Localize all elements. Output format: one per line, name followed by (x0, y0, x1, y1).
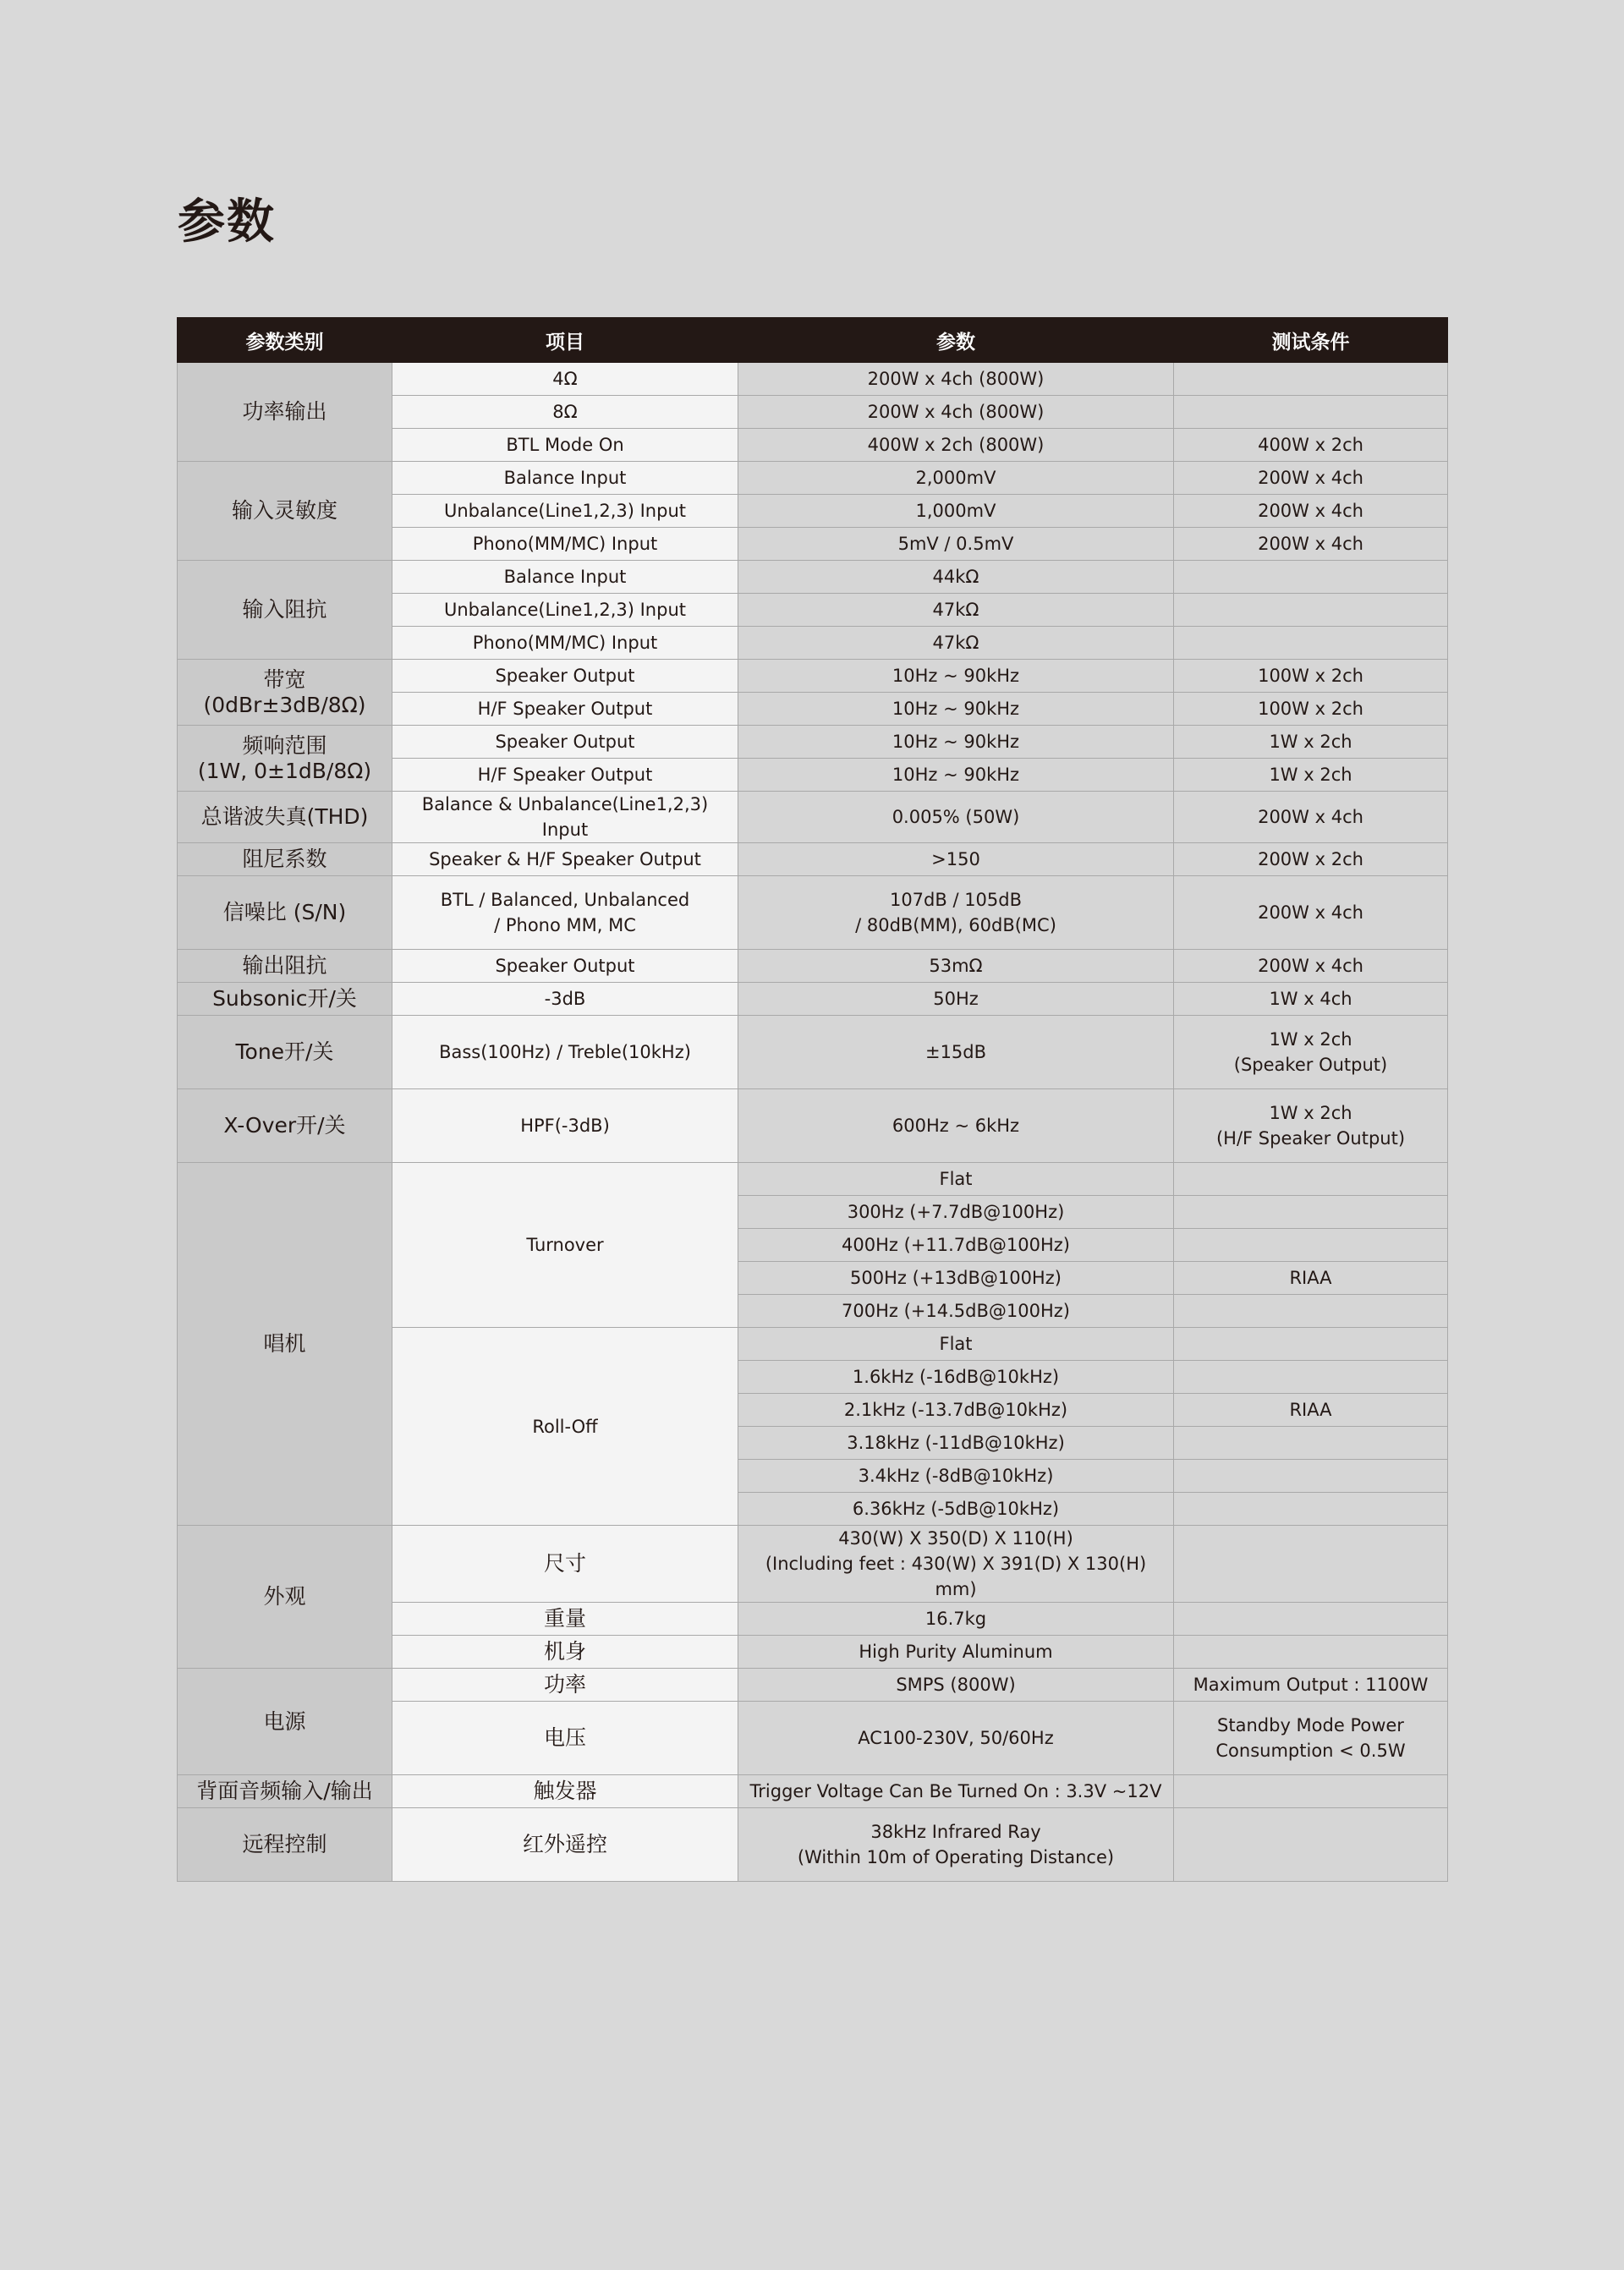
value-cell: 1.6kHz (-16dB@10kHz) (738, 1361, 1174, 1394)
item-cell: Balance Input (392, 462, 738, 495)
item-cell: Phono(MM/MC) Input (392, 627, 738, 660)
item-cell: Roll-Off (392, 1328, 738, 1526)
value-cell: 16.7kg (738, 1603, 1174, 1636)
category-cell (178, 726, 392, 792)
header-category: 参数类别 (178, 318, 392, 363)
table-row (178, 1808, 1448, 1882)
category-cell: 背面音频输入/输出 (178, 1775, 392, 1808)
condition-cell: RIAA (1174, 1394, 1448, 1427)
value-cell: 5mV / 0.5mV (738, 528, 1174, 561)
value-cell: 0.005% (50W) (738, 792, 1174, 843)
value-cell: Flat (738, 1163, 1174, 1196)
value-cell: 400Hz (+11.7dB@100Hz) (738, 1229, 1174, 1262)
spec-table (177, 317, 1448, 1882)
value-cell: 2,000mV (738, 462, 1174, 495)
item-cell: Turnover (392, 1163, 738, 1328)
value-cell: 200W x 4ch (800W) (738, 363, 1174, 396)
category-cell: 外观 (178, 1526, 392, 1669)
condition-cell: 200W x 4ch (1174, 876, 1448, 950)
condition-cell (1174, 1427, 1448, 1460)
condition-cell (1174, 1808, 1448, 1882)
condition-cell: 400W x 2ch (1174, 429, 1448, 462)
condition-line: (H/F Speaker Output) (1215, 1128, 1406, 1149)
value-cell: 3.18kHz (-11dB@10kHz) (738, 1427, 1174, 1460)
table-row (178, 792, 1448, 843)
category-cell: 输入灵敏度 (178, 462, 392, 561)
item-cell: -3dB (392, 983, 738, 1016)
table-row (178, 950, 1448, 983)
condition-cell (1174, 1016, 1448, 1089)
condition-line: Standby Mode Power (1217, 1715, 1404, 1735)
value-cell: High Purity Aluminum (738, 1636, 1174, 1669)
value-cell: 200W x 4ch (800W) (738, 396, 1174, 429)
condition-cell (1174, 561, 1448, 594)
item-cell: 触发器 (392, 1775, 738, 1808)
value-cell (738, 876, 1174, 950)
category-line: 频响范围 (242, 732, 327, 758)
value-cell: 6.36kHz (-5dB@10kHz) (738, 1493, 1174, 1526)
value-line: (Including feet : 430(W) X 391(D) X 130(H) mm) (765, 1554, 1147, 1599)
item-cell: Speaker & H/F Speaker Output (392, 843, 738, 876)
condition-cell (1174, 1229, 1448, 1262)
condition-cell (1174, 363, 1448, 396)
table-row (178, 1775, 1448, 1808)
value-cell: Trigger Voltage Can Be Turned On : 3.3V ~12V (738, 1775, 1174, 1808)
category-cell: 功率输出 (178, 363, 392, 462)
item-cell: 重量 (392, 1603, 738, 1636)
condition-cell (1174, 627, 1448, 660)
item-cell: Balance Input (392, 561, 738, 594)
category-line: (0dBr±3dB/8Ω) (203, 692, 366, 717)
value-cell (738, 1808, 1174, 1882)
category-line: 带宽 (263, 666, 306, 692)
condition-cell (1174, 1089, 1448, 1163)
value-cell: 700Hz (+14.5dB@100Hz) (738, 1295, 1174, 1328)
condition-cell (1174, 1295, 1448, 1328)
table-row (178, 876, 1448, 950)
table-row (178, 1526, 1448, 1603)
item-cell: 8Ω (392, 396, 738, 429)
condition-cell (1174, 1196, 1448, 1229)
item-cell: Bass(100Hz) / Treble(10kHz) (392, 1016, 738, 1089)
value-cell: 10Hz ~ 90kHz (738, 759, 1174, 792)
item-cell: 机身 (392, 1636, 738, 1669)
value-cell: 10Hz ~ 90kHz (738, 660, 1174, 693)
value-cell: AC100-230V, 50/60Hz (738, 1702, 1174, 1775)
condition-cell: Maximum Output : 1100W (1174, 1669, 1448, 1702)
table-row (178, 1016, 1448, 1089)
table-row (178, 843, 1448, 876)
category-cell: Tone开/关 (178, 1016, 392, 1089)
item-cell: Balance & Unbalance(Line1,2,3) Input (392, 792, 738, 843)
table-header-row (178, 318, 1448, 363)
table-row (178, 561, 1448, 594)
item-cell: Unbalance(Line1,2,3) Input (392, 495, 738, 528)
condition-cell: 1W x 4ch (1174, 983, 1448, 1016)
table-row (178, 660, 1448, 693)
category-cell: Subsonic开/关 (178, 983, 392, 1016)
value-cell: 10Hz ~ 90kHz (738, 693, 1174, 726)
condition-cell (1174, 1775, 1448, 1808)
value-cell: 10Hz ~ 90kHz (738, 726, 1174, 759)
condition-cell (1174, 1603, 1448, 1636)
value-cell: 47kΩ (738, 627, 1174, 660)
header-item: 项目 (392, 318, 738, 363)
condition-cell (1174, 1636, 1448, 1669)
item-cell: Speaker Output (392, 660, 738, 693)
condition-cell: 200W x 4ch (1174, 495, 1448, 528)
category-cell: X-Over开/关 (178, 1089, 392, 1163)
value-line: 430(W) X 350(D) X 110(H) (838, 1528, 1073, 1549)
header-condition: 测试条件 (1174, 318, 1448, 363)
item-cell (392, 876, 738, 950)
value-cell (738, 1526, 1174, 1603)
header-value: 参数 (738, 318, 1174, 363)
condition-cell: 200W x 4ch (1174, 462, 1448, 495)
table-row (178, 726, 1448, 759)
condition-line: (Speaker Output) (1233, 1055, 1388, 1075)
item-cell: HPF(-3dB) (392, 1089, 738, 1163)
category-cell: 输入阻抗 (178, 561, 392, 660)
category-cell: 总谐波失真(THD) (178, 792, 392, 843)
item-cell: 功率 (392, 1669, 738, 1702)
condition-cell: 200W x 4ch (1174, 528, 1448, 561)
condition-cell: 100W x 2ch (1174, 693, 1448, 726)
value-cell: 3.4kHz (-8dB@10kHz) (738, 1460, 1174, 1493)
condition-cell (1174, 1493, 1448, 1526)
condition-cell (1174, 594, 1448, 627)
item-cell: Speaker Output (392, 726, 738, 759)
condition-cell: RIAA (1174, 1262, 1448, 1295)
table-row (178, 1163, 1448, 1196)
condition-line: Consumption < 0.5W (1215, 1741, 1406, 1761)
page-title: 参数 (178, 195, 276, 249)
value-cell: 1,000mV (738, 495, 1174, 528)
item-line: BTL / Balanced, Unbalanced (440, 890, 690, 910)
category-cell: 阻尼系数 (178, 843, 392, 876)
condition-cell (1174, 1702, 1448, 1775)
condition-cell: 100W x 2ch (1174, 660, 1448, 693)
condition-cell: 1W x 2ch (1174, 759, 1448, 792)
item-cell: Phono(MM/MC) Input (392, 528, 738, 561)
condition-cell (1174, 1361, 1448, 1394)
item-cell: Unbalance(Line1,2,3) Input (392, 594, 738, 627)
table-row (178, 462, 1448, 495)
value-cell: Flat (738, 1328, 1174, 1361)
category-cell (178, 660, 392, 726)
value-cell: 50Hz (738, 983, 1174, 1016)
value-line: 107dB / 105dB (889, 890, 1023, 910)
category-line: (1W, 0±1dB/8Ω) (197, 758, 372, 783)
category-cell: 唱机 (178, 1163, 392, 1526)
category-cell: 远程控制 (178, 1808, 392, 1882)
condition-cell (1174, 1526, 1448, 1603)
value-cell: 600Hz ~ 6kHz (738, 1089, 1174, 1163)
condition-cell (1174, 1163, 1448, 1196)
value-cell: >150 (738, 843, 1174, 876)
condition-cell: 1W x 2ch (1174, 726, 1448, 759)
item-cell: 红外遥控 (392, 1808, 738, 1882)
item-cell: 4Ω (392, 363, 738, 396)
value-cell: 53mΩ (738, 950, 1174, 983)
value-line: 38kHz Infrared Ray (870, 1822, 1041, 1842)
condition-cell (1174, 1328, 1448, 1361)
value-cell: ±15dB (738, 1016, 1174, 1089)
item-line: / Phono MM, MC (494, 915, 636, 935)
condition-cell: 200W x 2ch (1174, 843, 1448, 876)
value-cell: 44kΩ (738, 561, 1174, 594)
item-cell: Speaker Output (392, 950, 738, 983)
value-cell: 47kΩ (738, 594, 1174, 627)
table-row (178, 1089, 1448, 1163)
category-cell: 信噪比 (S/N) (178, 876, 392, 950)
item-cell: 电压 (392, 1702, 738, 1775)
category-cell: 输出阻抗 (178, 950, 392, 983)
value-cell: SMPS (800W) (738, 1669, 1174, 1702)
value-cell: 400W x 2ch (800W) (738, 429, 1174, 462)
value-cell: 500Hz (+13dB@100Hz) (738, 1262, 1174, 1295)
condition-line: 1W x 2ch (1269, 1103, 1352, 1123)
value-line: (Within 10m of Operating Distance) (797, 1847, 1115, 1867)
item-cell: H/F Speaker Output (392, 693, 738, 726)
table-row (178, 363, 1448, 396)
value-cell: 300Hz (+7.7dB@100Hz) (738, 1196, 1174, 1229)
category-cell: 电源 (178, 1669, 392, 1775)
table-row (178, 1669, 1448, 1702)
item-cell: 尺寸 (392, 1526, 738, 1603)
condition-cell (1174, 1460, 1448, 1493)
condition-cell (1174, 396, 1448, 429)
item-cell: BTL Mode On (392, 429, 738, 462)
value-cell: 2.1kHz (-13.7dB@10kHz) (738, 1394, 1174, 1427)
table-row (178, 983, 1448, 1016)
condition-cell: 200W x 4ch (1174, 950, 1448, 983)
value-line: / 80dB(MM), 60dB(MC) (855, 915, 1056, 935)
condition-line: 1W x 2ch (1269, 1029, 1352, 1050)
item-cell: H/F Speaker Output (392, 759, 738, 792)
condition-cell: 200W x 4ch (1174, 792, 1448, 843)
